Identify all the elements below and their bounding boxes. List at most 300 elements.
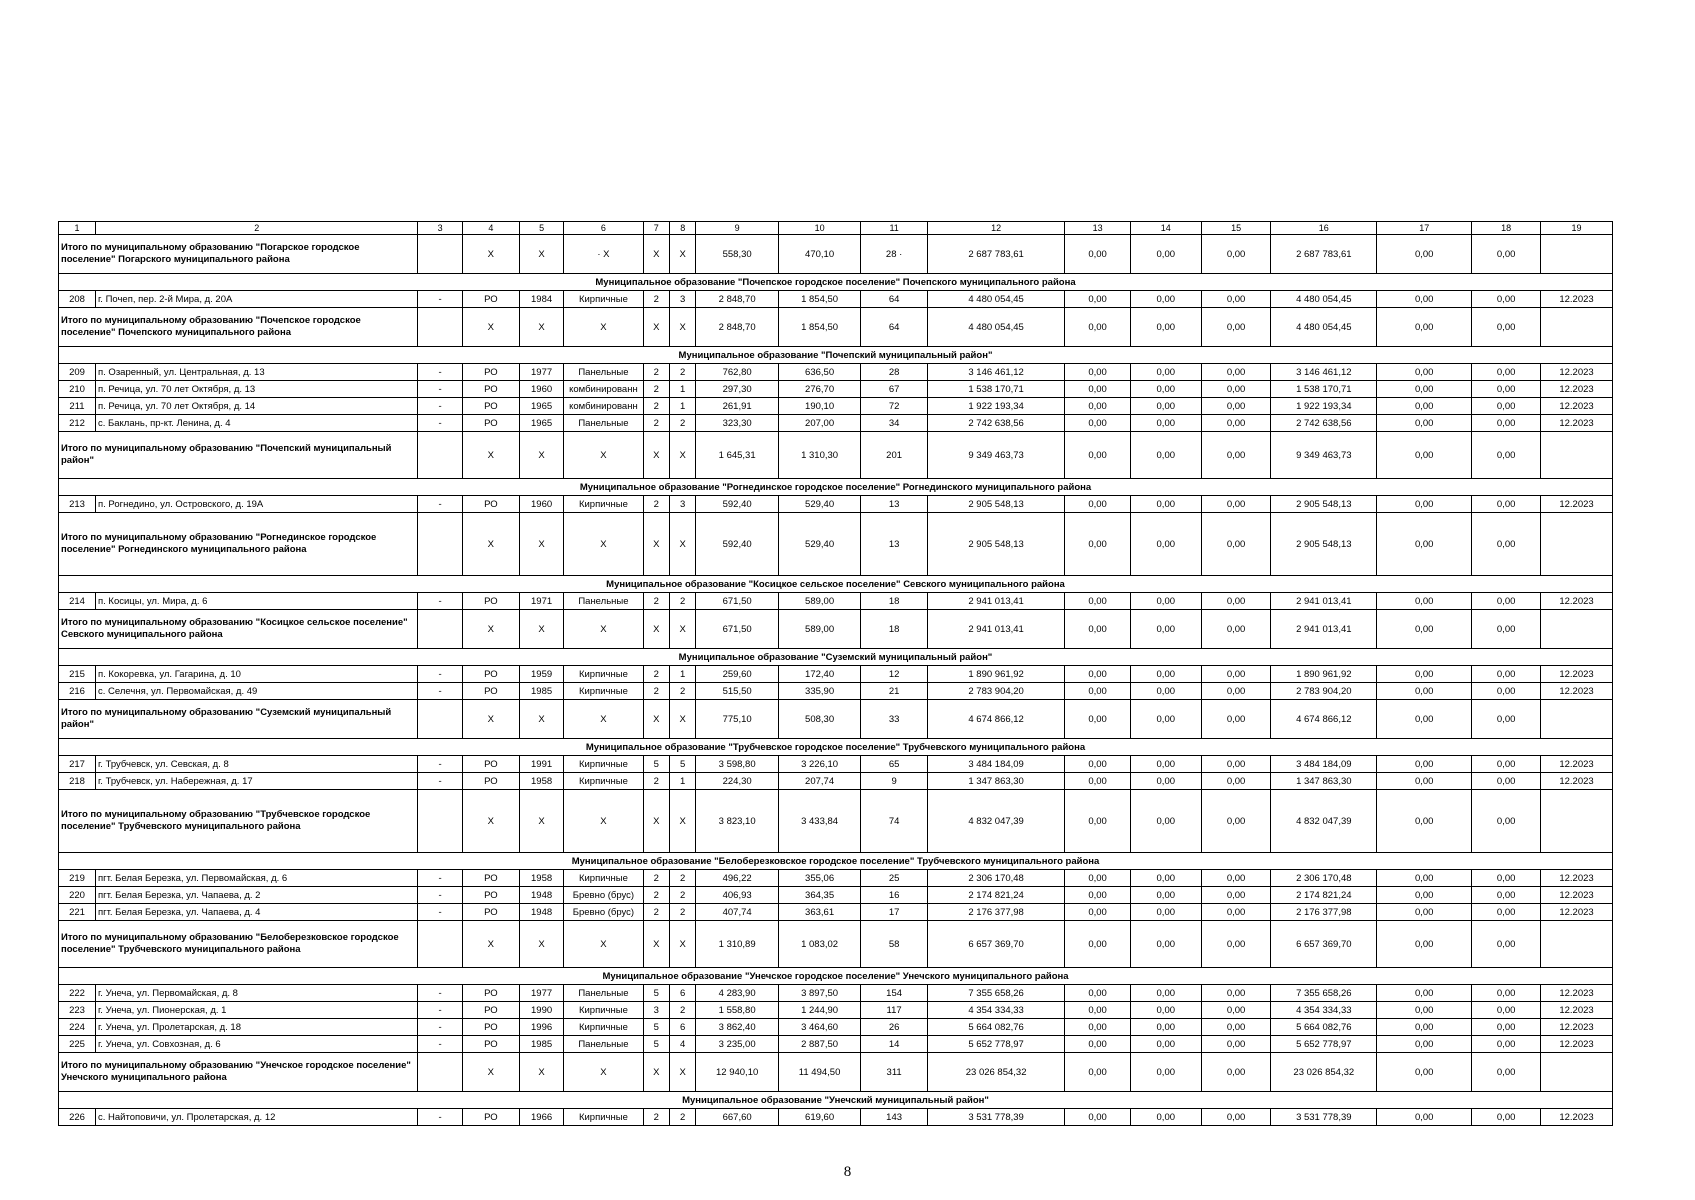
cell-c16: 5 652 778,97 xyxy=(1271,1036,1377,1053)
cell-c10: 1 310,30 xyxy=(778,432,860,479)
cell-c5: 1985 xyxy=(519,1036,563,1053)
cell-c15: 0,00 xyxy=(1201,496,1271,513)
cell-c7: 2 xyxy=(643,364,669,381)
cell-c3 xyxy=(418,790,462,853)
cell-c10: 589,00 xyxy=(778,593,860,610)
cell-c3: - xyxy=(418,291,462,308)
cell-c9: 2 848,70 xyxy=(696,308,778,347)
cell-c16: 2 905 548,13 xyxy=(1271,513,1377,576)
section-header-row xyxy=(59,274,1613,291)
cell-c5: 1984 xyxy=(519,291,563,308)
cell-x5: Х xyxy=(519,513,563,576)
column-number: 2 xyxy=(96,222,418,235)
cell-c13: 0,00 xyxy=(1065,1109,1131,1126)
table-row xyxy=(59,364,1613,381)
cell-c10: 619,60 xyxy=(778,1109,860,1126)
cell-x5: Х xyxy=(519,610,563,649)
cell-c10: 508,30 xyxy=(778,700,860,739)
cell-c10: 3 226,10 xyxy=(778,756,860,773)
cell-c14: 0,00 xyxy=(1130,593,1201,610)
cell-c11: 74 xyxy=(861,790,928,853)
cell-c12: 2 905 548,13 xyxy=(927,496,1064,513)
section-title: Муниципальное образование "Унечское городское поселение" Унечского муниципального района xyxy=(59,968,1613,985)
cell-c3: - xyxy=(418,683,462,700)
column-number: 5 xyxy=(519,222,563,235)
cell-c18: 0,00 xyxy=(1472,364,1541,381)
cell-c17: 0,00 xyxy=(1377,1036,1472,1053)
cell-c16: 2 905 548,13 xyxy=(1271,496,1377,513)
cell-x4: Х xyxy=(462,513,519,576)
cell-c3: - xyxy=(418,381,462,398)
cell-n: 208 xyxy=(59,291,96,308)
cell-addr: г. Трубчевск, ул. Набережная, д. 17 xyxy=(96,773,418,790)
total-label: Итого по муниципальному образованию "Трубчевское городское поселение" Трубчевского муниципального района xyxy=(59,790,418,853)
cell-addr: пгт. Белая Березка, ул. Первомайская, д. 6 xyxy=(96,870,418,887)
cell-c4: РО xyxy=(462,364,519,381)
cell-c9: 261,91 xyxy=(696,398,778,415)
cell-c10: 470,10 xyxy=(778,235,860,274)
cell-n: 216 xyxy=(59,683,96,700)
cell-c10: 3 433,84 xyxy=(778,790,860,853)
cell-c10: 1 854,50 xyxy=(778,308,860,347)
cell-c11: 201 xyxy=(861,432,928,479)
cell-x7: Х xyxy=(643,790,669,853)
cell-c6: Кирпичные xyxy=(564,1002,643,1019)
table-row xyxy=(59,756,1613,773)
column-number: 10 xyxy=(778,222,860,235)
cell-c17: 0,00 xyxy=(1377,756,1472,773)
cell-c16: 7 355 658,26 xyxy=(1271,985,1377,1002)
cell-c18: 0,00 xyxy=(1472,291,1541,308)
cell-c19 xyxy=(1541,610,1613,649)
cell-c8: 2 xyxy=(669,364,695,381)
section-title: Муниципальное образование "Рогнединское городское поселение" Рогнединского муниципального района xyxy=(59,479,1613,496)
table-row xyxy=(59,985,1613,1002)
cell-c16: 23 026 854,32 xyxy=(1271,1053,1377,1092)
cell-c7: 2 xyxy=(643,870,669,887)
cell-c15: 0,00 xyxy=(1201,610,1271,649)
cell-c7: 2 xyxy=(643,1109,669,1126)
section-header-row xyxy=(59,576,1613,593)
cell-c5: 1966 xyxy=(519,1109,563,1126)
cell-c16: 3 146 461,12 xyxy=(1271,364,1377,381)
cell-c7: 2 xyxy=(643,398,669,415)
cell-x7: Х xyxy=(643,432,669,479)
cell-x4: Х xyxy=(462,1053,519,1092)
cell-c9: 406,93 xyxy=(696,887,778,904)
cell-c17: 0,00 xyxy=(1377,235,1472,274)
cell-x6: Х xyxy=(564,1053,643,1092)
cell-c15: 0,00 xyxy=(1201,513,1271,576)
table-row xyxy=(59,291,1613,308)
table-row xyxy=(59,887,1613,904)
total-label: Итого по муниципальному образованию "Рогнединское городское поселение" Рогнединского муниципального района xyxy=(59,513,418,576)
cell-c4: РО xyxy=(462,1019,519,1036)
cell-c16: 2 941 013,41 xyxy=(1271,593,1377,610)
cell-c13: 0,00 xyxy=(1065,985,1131,1002)
total-label: Итого по муниципальному образованию "Косицкое сельское поселение" Севского муниципального района xyxy=(59,610,418,649)
cell-c18: 0,00 xyxy=(1472,921,1541,968)
section-title: Муниципальное образование "Косицкое сельское поселение" Севского муниципального района xyxy=(59,576,1613,593)
cell-c13: 0,00 xyxy=(1065,1002,1131,1019)
cell-c9: 297,30 xyxy=(696,381,778,398)
cell-c16: 2 306 170,48 xyxy=(1271,870,1377,887)
cell-c13: 0,00 xyxy=(1065,887,1131,904)
cell-c18: 0,00 xyxy=(1472,496,1541,513)
cell-c12: 1 347 863,30 xyxy=(927,773,1064,790)
cell-c19: 12.2023 xyxy=(1541,381,1613,398)
cell-c11: 18 xyxy=(861,593,928,610)
cell-c18: 0,00 xyxy=(1472,683,1541,700)
cell-c15: 0,00 xyxy=(1201,683,1271,700)
cell-c16: 2 783 904,20 xyxy=(1271,683,1377,700)
column-number: 14 xyxy=(1130,222,1201,235)
cell-c9: 323,30 xyxy=(696,415,778,432)
cell-c14: 0,00 xyxy=(1130,870,1201,887)
cell-c7: 5 xyxy=(643,1036,669,1053)
cell-c5: 1996 xyxy=(519,1019,563,1036)
cell-x5: Х xyxy=(519,235,563,274)
table-row xyxy=(59,1036,1613,1053)
cell-c8: 2 xyxy=(669,887,695,904)
cell-c11: 65 xyxy=(861,756,928,773)
cell-c8: 4 xyxy=(669,1036,695,1053)
cell-c4: РО xyxy=(462,773,519,790)
cell-c14: 0,00 xyxy=(1130,790,1201,853)
cell-n: 211 xyxy=(59,398,96,415)
cell-c11: 12 xyxy=(861,666,928,683)
cell-c12: 5 652 778,97 xyxy=(927,1036,1064,1053)
cell-c4: РО xyxy=(462,291,519,308)
section-title: Муниципальное образование "Почепский муниципальный район" xyxy=(59,347,1613,364)
cell-c18: 0,00 xyxy=(1472,415,1541,432)
cell-c17: 0,00 xyxy=(1377,308,1472,347)
cell-c18: 0,00 xyxy=(1472,985,1541,1002)
cell-c18: 0,00 xyxy=(1472,381,1541,398)
cell-x6: · Х xyxy=(564,235,643,274)
cell-c10: 11 494,50 xyxy=(778,1053,860,1092)
cell-c13: 0,00 xyxy=(1065,1036,1131,1053)
cell-c19: 12.2023 xyxy=(1541,1002,1613,1019)
cell-c11: 28 · xyxy=(861,235,928,274)
cell-c17: 0,00 xyxy=(1377,790,1472,853)
cell-x8: Х xyxy=(669,700,695,739)
cell-c12: 23 026 854,32 xyxy=(927,1053,1064,1092)
section-header-row xyxy=(59,479,1613,496)
cell-c10: 1 854,50 xyxy=(778,291,860,308)
cell-c15: 0,00 xyxy=(1201,700,1271,739)
cell-c19 xyxy=(1541,513,1613,576)
cell-c13: 0,00 xyxy=(1065,593,1131,610)
cell-c17: 0,00 xyxy=(1377,513,1472,576)
cell-addr: п. Рогнедино, ул. Островского, д. 19А xyxy=(96,496,418,513)
cell-c9: 3 862,40 xyxy=(696,1019,778,1036)
cell-c10: 190,10 xyxy=(778,398,860,415)
cell-c15: 0,00 xyxy=(1201,790,1271,853)
cell-n: 212 xyxy=(59,415,96,432)
cell-c19: 12.2023 xyxy=(1541,291,1613,308)
cell-c14: 0,00 xyxy=(1130,308,1201,347)
total-row xyxy=(59,235,1613,274)
cell-c6: Кирпичные xyxy=(564,683,643,700)
cell-c12: 2 176 377,98 xyxy=(927,904,1064,921)
cell-x4: Х xyxy=(462,432,519,479)
cell-c14: 0,00 xyxy=(1130,887,1201,904)
cell-c12: 2 174 821,24 xyxy=(927,887,1064,904)
cell-x8: Х xyxy=(669,610,695,649)
cell-c13: 0,00 xyxy=(1065,1053,1131,1092)
cell-c3 xyxy=(418,235,462,274)
cell-c3: - xyxy=(418,364,462,381)
cell-x4: Х xyxy=(462,610,519,649)
cell-c16: 1 538 170,71 xyxy=(1271,381,1377,398)
cell-c18: 0,00 xyxy=(1472,756,1541,773)
cell-c5: 1990 xyxy=(519,1002,563,1019)
cell-c10: 364,35 xyxy=(778,887,860,904)
cell-c9: 496,22 xyxy=(696,870,778,887)
column-number: 4 xyxy=(462,222,519,235)
section-title: Муниципальное образование "Белоберезковское городское поселение" Трубчевского муниципального района xyxy=(59,853,1613,870)
cell-x8: Х xyxy=(669,1053,695,1092)
cell-c11: 25 xyxy=(861,870,928,887)
cell-n: 217 xyxy=(59,756,96,773)
cell-c12: 7 355 658,26 xyxy=(927,985,1064,1002)
cell-c12: 4 480 054,45 xyxy=(927,308,1064,347)
cell-x7: Х xyxy=(643,700,669,739)
cell-c14: 0,00 xyxy=(1130,1019,1201,1036)
table-row xyxy=(59,1002,1613,1019)
cell-c8: 3 xyxy=(669,291,695,308)
cell-c12: 2 687 783,61 xyxy=(927,235,1064,274)
cell-c13: 0,00 xyxy=(1065,398,1131,415)
cell-c12: 6 657 369,70 xyxy=(927,921,1064,968)
cell-n: 213 xyxy=(59,496,96,513)
cell-c17: 0,00 xyxy=(1377,432,1472,479)
cell-c18: 0,00 xyxy=(1472,773,1541,790)
cell-c12: 2 306 170,48 xyxy=(927,870,1064,887)
cell-c12: 2 742 638,56 xyxy=(927,415,1064,432)
cell-c3 xyxy=(418,610,462,649)
cell-addr: п. Косицы, ул. Мира, д. 6 xyxy=(96,593,418,610)
cell-c12: 1 922 193,34 xyxy=(927,398,1064,415)
cell-c9: 762,80 xyxy=(696,364,778,381)
cell-c5: 1959 xyxy=(519,666,563,683)
cell-c19 xyxy=(1541,308,1613,347)
cell-c4: РО xyxy=(462,870,519,887)
cell-c7: 2 xyxy=(643,683,669,700)
cell-c11: 154 xyxy=(861,985,928,1002)
cell-c16: 4 832 047,39 xyxy=(1271,790,1377,853)
cell-c6: Кирпичные xyxy=(564,773,643,790)
cell-c15: 0,00 xyxy=(1201,308,1271,347)
table-row xyxy=(59,415,1613,432)
cell-c6: Кирпичные xyxy=(564,496,643,513)
cell-c5: 1958 xyxy=(519,773,563,790)
cell-c13: 0,00 xyxy=(1065,904,1131,921)
cell-c8: 2 xyxy=(669,904,695,921)
cell-c15: 0,00 xyxy=(1201,364,1271,381)
cell-c8: 2 xyxy=(669,415,695,432)
table-row xyxy=(59,1109,1613,1126)
cell-c5: 1948 xyxy=(519,887,563,904)
cell-c5: 1991 xyxy=(519,756,563,773)
cell-c11: 21 xyxy=(861,683,928,700)
cell-c19: 12.2023 xyxy=(1541,985,1613,1002)
cell-c19 xyxy=(1541,790,1613,853)
cell-c13: 0,00 xyxy=(1065,308,1131,347)
cell-c14: 0,00 xyxy=(1130,610,1201,649)
cell-c4: РО xyxy=(462,381,519,398)
cell-c3: - xyxy=(418,887,462,904)
cell-x8: Х xyxy=(669,432,695,479)
cell-c11: 26 xyxy=(861,1019,928,1036)
cell-c16: 2 176 377,98 xyxy=(1271,904,1377,921)
cell-c3: - xyxy=(418,1109,462,1126)
cell-n: 226 xyxy=(59,1109,96,1126)
cell-c12: 2 941 013,41 xyxy=(927,610,1064,649)
cell-c16: 6 657 369,70 xyxy=(1271,921,1377,968)
cell-c10: 363,61 xyxy=(778,904,860,921)
cell-x5: Х xyxy=(519,921,563,968)
cell-c4: РО xyxy=(462,1002,519,1019)
cell-c16: 4 480 054,45 xyxy=(1271,308,1377,347)
cell-c14: 0,00 xyxy=(1130,985,1201,1002)
cell-c15: 0,00 xyxy=(1201,432,1271,479)
column-number: 11 xyxy=(861,222,928,235)
cell-c9: 3 823,10 xyxy=(696,790,778,853)
cell-c12: 1 538 170,71 xyxy=(927,381,1064,398)
cell-c10: 3 464,60 xyxy=(778,1019,860,1036)
cell-c6: Панельные xyxy=(564,364,643,381)
cell-c17: 0,00 xyxy=(1377,381,1472,398)
cell-addr: п. Речица, ул. 70 лет Октября, д. 14 xyxy=(96,398,418,415)
cell-c19 xyxy=(1541,1053,1613,1092)
cell-c16: 2 742 638,56 xyxy=(1271,415,1377,432)
cell-c3 xyxy=(418,513,462,576)
cell-c16: 2 687 783,61 xyxy=(1271,235,1377,274)
cell-x7: Х xyxy=(643,235,669,274)
cell-x7: Х xyxy=(643,610,669,649)
cell-x6: Х xyxy=(564,921,643,968)
cell-c19 xyxy=(1541,700,1613,739)
cell-c9: 775,10 xyxy=(696,700,778,739)
cell-x8: Х xyxy=(669,308,695,347)
total-label: Итого по муниципальному образованию "Почепское городское поселение" Почепского муниципального района xyxy=(59,308,418,347)
cell-c11: 117 xyxy=(861,1002,928,1019)
total-label: Итого по муниципальному образованию "Почепский муниципальный район" xyxy=(59,432,418,479)
cell-c15: 0,00 xyxy=(1201,381,1271,398)
cell-c3: - xyxy=(418,1019,462,1036)
total-row xyxy=(59,921,1613,968)
cell-addr: г. Унеча, ул. Первомайская, д. 8 xyxy=(96,985,418,1002)
cell-x7: Х xyxy=(643,921,669,968)
cell-n: 224 xyxy=(59,1019,96,1036)
cell-c18: 0,00 xyxy=(1472,235,1541,274)
cell-c14: 0,00 xyxy=(1130,700,1201,739)
cell-c5: 1960 xyxy=(519,496,563,513)
cell-c10: 529,40 xyxy=(778,496,860,513)
table-row xyxy=(59,1019,1613,1036)
table-row xyxy=(59,593,1613,610)
cell-c5: 1960 xyxy=(519,381,563,398)
cell-c13: 0,00 xyxy=(1065,921,1131,968)
cell-c14: 0,00 xyxy=(1130,683,1201,700)
cell-c17: 0,00 xyxy=(1377,904,1472,921)
cell-x7: Х xyxy=(643,1053,669,1092)
cell-n: 225 xyxy=(59,1036,96,1053)
cell-c11: 14 xyxy=(861,1036,928,1053)
cell-addr: г. Унеча, ул. Пионерская, д. 1 xyxy=(96,1002,418,1019)
cell-c17: 0,00 xyxy=(1377,1019,1472,1036)
table-row xyxy=(59,496,1613,513)
total-row xyxy=(59,700,1613,739)
cell-c13: 0,00 xyxy=(1065,666,1131,683)
cell-c11: 18 xyxy=(861,610,928,649)
housing-table xyxy=(58,221,1613,1126)
cell-c12: 1 890 961,92 xyxy=(927,666,1064,683)
cell-c19: 12.2023 xyxy=(1541,398,1613,415)
cell-x6: Х xyxy=(564,513,643,576)
cell-c15: 0,00 xyxy=(1201,921,1271,968)
cell-c10: 1 083,02 xyxy=(778,921,860,968)
cell-c11: 16 xyxy=(861,887,928,904)
cell-c15: 0,00 xyxy=(1201,870,1271,887)
column-number: 19 xyxy=(1541,222,1613,235)
cell-c15: 0,00 xyxy=(1201,1036,1271,1053)
cell-x7: Х xyxy=(643,513,669,576)
cell-c4: РО xyxy=(462,496,519,513)
cell-c7: 2 xyxy=(643,666,669,683)
cell-c3: - xyxy=(418,773,462,790)
cell-c14: 0,00 xyxy=(1130,666,1201,683)
cell-c3 xyxy=(418,921,462,968)
cell-c10: 589,00 xyxy=(778,610,860,649)
cell-c5: 1958 xyxy=(519,870,563,887)
table-row xyxy=(59,683,1613,700)
cell-c14: 0,00 xyxy=(1130,496,1201,513)
cell-c13: 0,00 xyxy=(1065,291,1131,308)
column-number: 9 xyxy=(696,222,778,235)
table-row xyxy=(59,773,1613,790)
cell-c12: 2 941 013,41 xyxy=(927,593,1064,610)
column-number: 13 xyxy=(1065,222,1131,235)
cell-c18: 0,00 xyxy=(1472,1036,1541,1053)
cell-n: 209 xyxy=(59,364,96,381)
cell-c10: 3 897,50 xyxy=(778,985,860,1002)
cell-n: 218 xyxy=(59,773,96,790)
cell-c17: 0,00 xyxy=(1377,921,1472,968)
cell-x8: Х xyxy=(669,921,695,968)
cell-addr: г. Трубчевск, ул. Севская, д. 8 xyxy=(96,756,418,773)
cell-c19 xyxy=(1541,921,1613,968)
cell-c10: 207,00 xyxy=(778,415,860,432)
cell-c10: 207,74 xyxy=(778,773,860,790)
total-row xyxy=(59,513,1613,576)
cell-c6: комбинированн xyxy=(564,398,643,415)
cell-c17: 0,00 xyxy=(1377,593,1472,610)
cell-c6: Панельные xyxy=(564,593,643,610)
cell-c14: 0,00 xyxy=(1130,415,1201,432)
cell-c4: РО xyxy=(462,415,519,432)
cell-c16: 4 480 054,45 xyxy=(1271,291,1377,308)
cell-x6: Х xyxy=(564,308,643,347)
cell-c9: 3 235,00 xyxy=(696,1036,778,1053)
section-header-row xyxy=(59,968,1613,985)
section-header-row xyxy=(59,347,1613,364)
column-number: 7 xyxy=(643,222,669,235)
cell-c15: 0,00 xyxy=(1201,291,1271,308)
cell-c10: 529,40 xyxy=(778,513,860,576)
